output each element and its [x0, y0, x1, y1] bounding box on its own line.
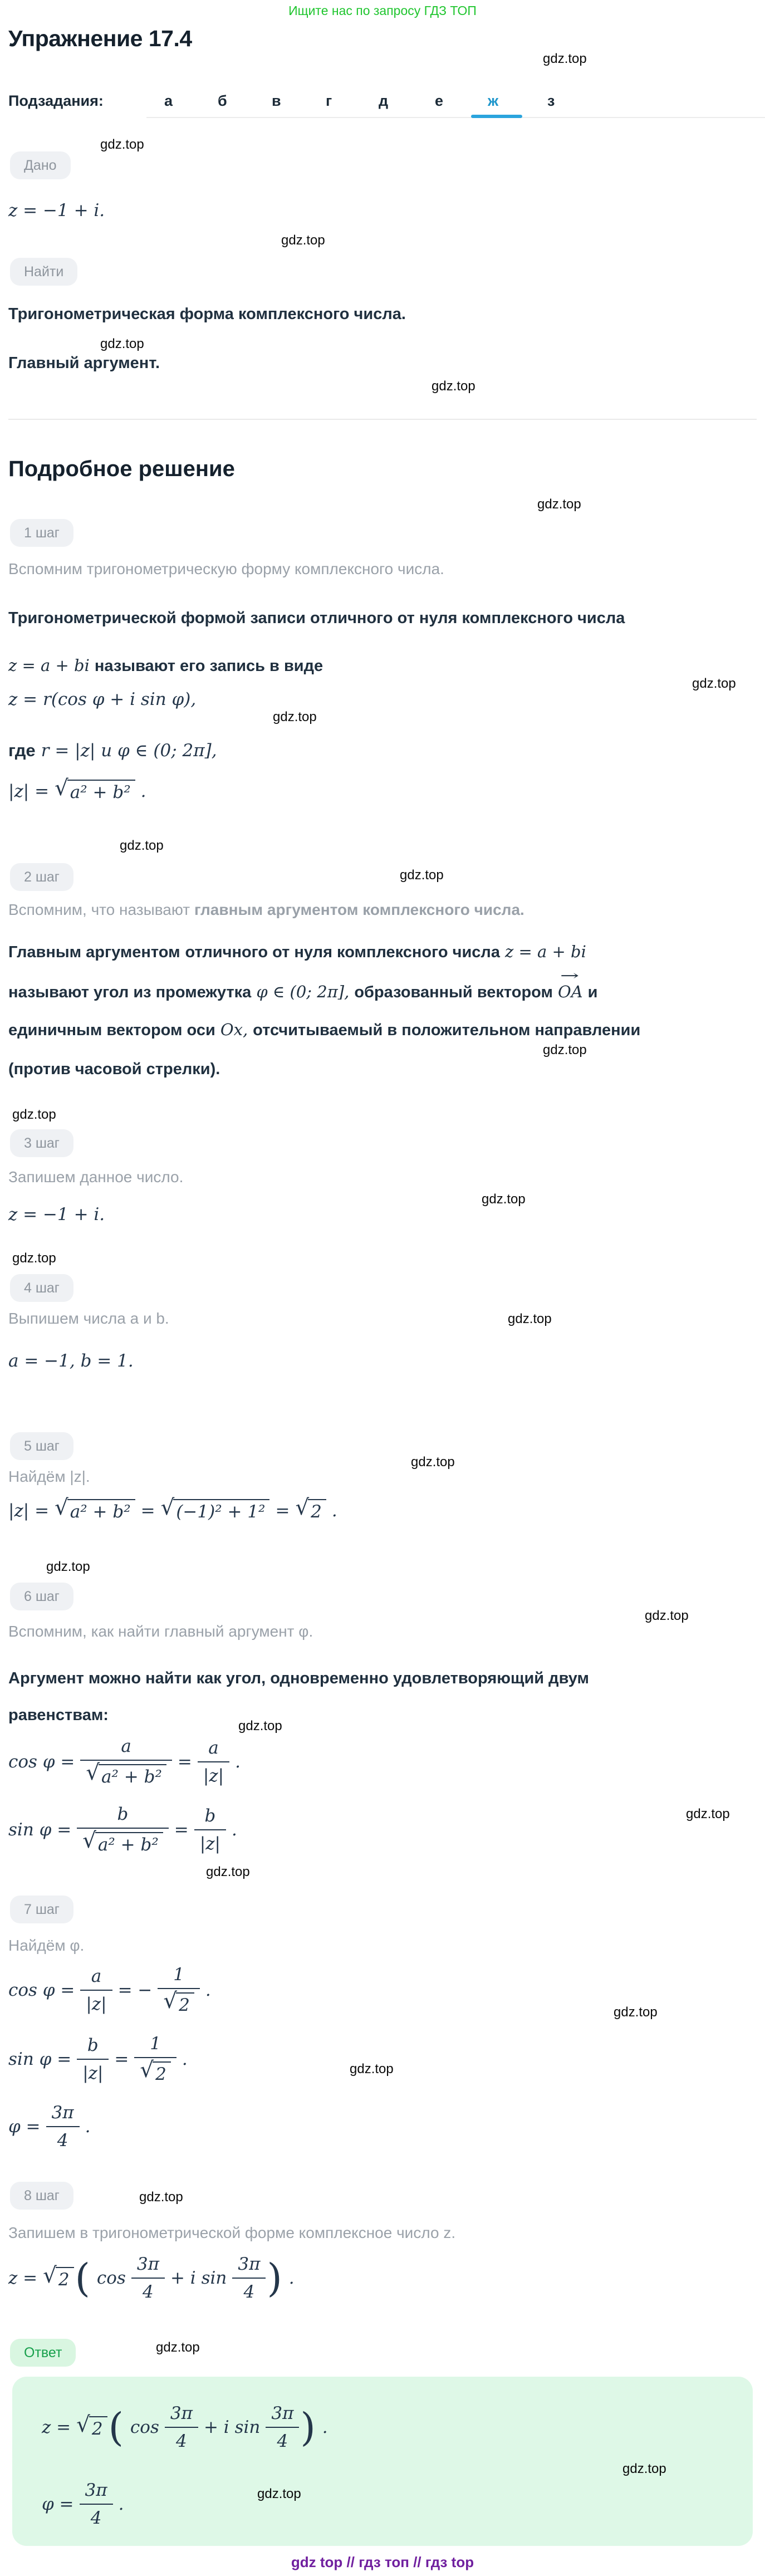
watermark: gdz.top	[400, 868, 444, 883]
watermark: gdz.top	[100, 336, 144, 351]
watermark: gdz.top	[120, 838, 164, 853]
find-line-1: Тригонометрическая форма комплексного числа.	[8, 305, 406, 323]
given-badge: Дано	[10, 151, 71, 179]
step-7-badge: 7 шаг	[10, 1896, 73, 1923]
step-5-badge: 5 шаг	[10, 1432, 73, 1460]
footer-text: gdz top // гдз топ // гдз top	[291, 2554, 474, 2570]
step-8-lead: Запишем в тригонометрической форме комплексное число z.	[8, 2224, 456, 2241]
vector-OA: → OA	[557, 968, 583, 1001]
step-7-lead: Найдём φ.	[8, 1937, 85, 1954]
watermark: gdz.top	[281, 233, 325, 248]
watermark: gdz.top	[257, 2486, 301, 2501]
tab-v[interactable]: в	[272, 92, 281, 109]
watermark: gdz.top	[273, 709, 317, 724]
tab-z[interactable]: з	[547, 92, 555, 109]
step-3-badge: 3 шаг	[10, 1129, 73, 1157]
step-2-text-1: Главным аргументом отличного от нуля комплексного числа z = a + bi	[8, 942, 586, 961]
step-4-lead: Выпишем числа a и b.	[8, 1310, 169, 1327]
watermark: gdz.top	[482, 1192, 526, 1207]
step-2-badge: 2 шаг	[10, 863, 73, 891]
tab-d[interactable]: д	[379, 92, 389, 109]
tab-track	[146, 117, 765, 118]
step-6-lead: Вспомним, как найти главный аргумент φ.	[8, 1623, 313, 1640]
step-7-phi-formula: φ = $\frac{3\pi}{4}$ .	[8, 2103, 91, 2151]
step-6-text-1: Аргумент можно найти как угол, одновременно удовлетворяющий двум	[8, 1669, 589, 1687]
watermark: gdz.top	[622, 2461, 666, 2476]
watermark: gdz.top	[156, 2340, 200, 2355]
watermark: gdz.top	[206, 1864, 250, 1879]
watermark: gdz.top	[46, 1559, 90, 1574]
step-5-lead: Найдём |z|.	[8, 1468, 90, 1485]
formula-abs-def: |z| = √ a² + b² .	[8, 776, 146, 802]
step-5-formula: |z| = √ a² + b² = √ (−1)² + 1² = √ 2 .	[8, 1495, 337, 1522]
step-1-badge: 1 шаг	[10, 519, 73, 547]
step-7-cos-formula: cos φ = $\frac{a}{|z|}$ = − 1 √ 2 .	[8, 1965, 211, 2015]
section-divider	[8, 419, 757, 420]
answer-formula-2: φ = $\frac{3\pi}{4}$ .	[42, 2480, 124, 2528]
find-line-2: Главный аргумент.	[8, 354, 160, 372]
page-title: Упражнение 17.4	[8, 26, 192, 51]
watermark: gdz.top	[100, 137, 144, 152]
watermark: gdz.top	[139, 2190, 183, 2205]
step-6-badge: 6 шаг	[10, 1583, 73, 1610]
step-1-lead: Вспомним тригонометрическую форму комплексного числа.	[8, 560, 444, 577]
step-3-lead: Запишем данное число.	[8, 1168, 184, 1186]
watermark: gdz.top	[12, 1251, 56, 1266]
tab-zh-active[interactable]: ж	[488, 92, 499, 109]
watermark: gdz.top	[614, 2005, 658, 2020]
watermark: gdz.top	[686, 1806, 730, 1821]
watermark: gdz.top	[12, 1107, 56, 1122]
step-4-formula: a = −1, b = 1.	[8, 1351, 134, 1371]
solution-heading: Подробное решение	[8, 457, 235, 481]
formula-trig-form: z = r(cos φ + i sin φ),	[8, 689, 197, 709]
step-6-cos-formula: cos φ = a √ a² + b² = $\frac{a}{|z|}$ .	[8, 1736, 241, 1787]
step-8-badge: 8 шаг	[10, 2182, 73, 2210]
answer-formula-1: z = √ 2 ( cos $\frac{3\pi}{4}$ + i sin $\frac{3\pi}{4}$ ) .	[42, 2403, 328, 2451]
vector-arrow-icon: →	[560, 968, 580, 983]
watermark: gdz.top	[350, 2061, 394, 2077]
step-6-sin-formula: sin φ = b √ a² + b² = $\frac{b}{|z|}$ .	[8, 1804, 237, 1855]
step-3-formula: z = −1 + i.	[8, 1204, 105, 1225]
step-1-text-1: Тригонометрической формой записи отличного от нуля комплексного числа	[8, 609, 625, 627]
watermark: gdz.top	[645, 1608, 689, 1623]
tab-g[interactable]: г	[326, 92, 332, 109]
step-6-text-2: равенствам:	[8, 1706, 109, 1724]
step-2-text-2: называют угол из промежутка φ ∈ (0; 2π], образованный вектором → OA и	[8, 968, 598, 1001]
formula-where: где r = |z| и φ ∈ (0; 2π],	[8, 741, 217, 761]
tab-e[interactable]: е	[435, 92, 444, 109]
step-1-text-2: z = a + bi называют его запись в виде	[8, 656, 323, 675]
tab-b[interactable]: б	[218, 92, 227, 109]
step-2-text-4: (против часовой стрелки).	[8, 1060, 220, 1078]
promo-link[interactable]: Ищите нас по запросу ГДЗ ТОП	[288, 3, 477, 18]
watermark: gdz.top	[543, 51, 587, 66]
active-tab-underline	[471, 115, 522, 118]
given-formula: z = −1 + i.	[8, 200, 105, 221]
watermark: gdz.top	[692, 676, 736, 691]
sqrt: √ a² + b²	[55, 780, 135, 802]
step-2-text-3: единичным вектором оси Ox, отсчитываемый в положительном направлении	[8, 1020, 641, 1039]
watermark: gdz.top	[411, 1454, 455, 1470]
watermark: gdz.top	[543, 1042, 587, 1057]
watermark: gdz.top	[238, 1718, 282, 1733]
step-4-badge: 4 шаг	[10, 1274, 73, 1302]
answer-badge: Ответ	[10, 2339, 76, 2367]
step-2-lead: Вспомним, что называют главным аргументом комплексного числа.	[8, 901, 524, 918]
watermark: gdz.top	[508, 1311, 552, 1326]
watermark: gdz.top	[431, 379, 475, 394]
tab-a[interactable]: а	[164, 92, 173, 109]
watermark: gdz.top	[537, 497, 581, 512]
step-8-formula: z = √ 2 ( cos $\frac{3\pi}{4}$ + i sin $\frac{3\pi}{4}$ ) .	[8, 2254, 295, 2302]
subtasks-label: Подзадания:	[8, 92, 104, 109]
step-7-sin-formula: sin φ = $\frac{b}{|z|}$ = 1 √ 2 .	[8, 2034, 188, 2084]
find-badge: Найти	[10, 258, 77, 286]
